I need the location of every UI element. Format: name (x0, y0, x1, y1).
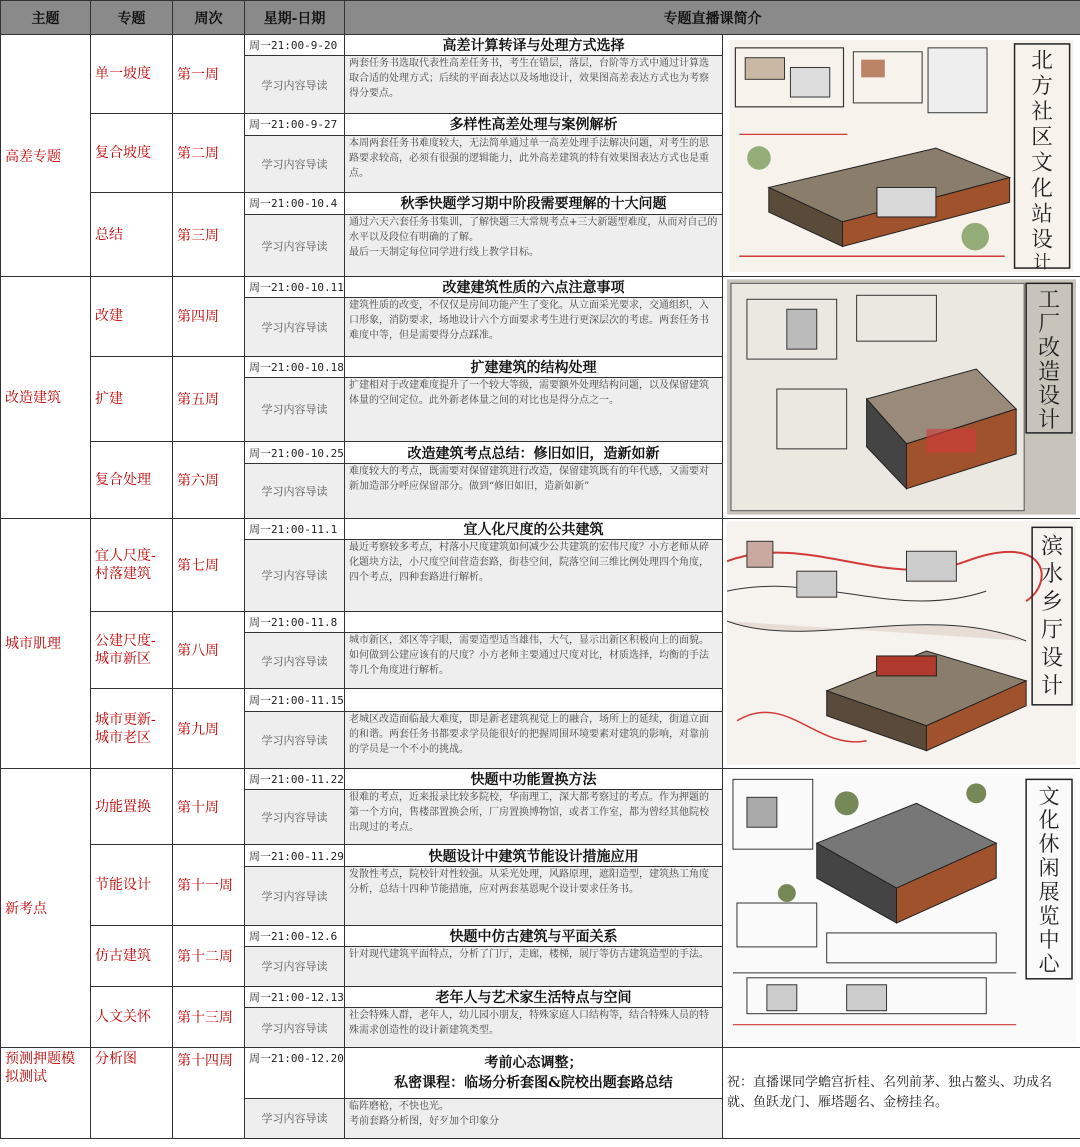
course-desc: 针对现代建筑平面特点，分析了门厅，走廊，楼梯，展厅等仿古建筑造型的手法。 (345, 946, 723, 986)
week-cell: 第十二周 (173, 925, 245, 986)
poster-title-char: 化 (1031, 175, 1053, 201)
course-title-block (345, 1048, 723, 1098)
topic-cell: 复合坡度 (91, 114, 173, 192)
theme-cell: 城市肌理 (1, 518, 91, 768)
course-desc: 社会特殊人群，老年人，幼儿园小朋友，特殊家庭人口结构等，结合特殊人员的特殊需求创造性的设计新建筑类型。 (345, 1008, 723, 1048)
header-theme: 主题 (1, 1, 91, 35)
week-cell: 第七周 (173, 518, 245, 612)
header-intro: 专题直播课简介 (345, 1, 1080, 35)
poster-title-char: 计 (1041, 674, 1064, 700)
course-desc: 最近考察较多考点，村落小尺度建筑如何减少公共建筑的宏伟尺度？小方老师从碎化题块方法，小尺度空间营造套路，街巷空间，院落空间三维比例处理四个角度，四个考点，四种套路进行解析。 (345, 539, 723, 611)
poster-title-char: 厂 (1038, 312, 1061, 338)
guide-label: 学习内容导读 (245, 633, 345, 689)
poster-title-vertical (1038, 289, 1060, 434)
guide-label: 学习内容导读 (245, 214, 345, 276)
week-cell: 第十一周 (173, 845, 245, 925)
date-cell: 周一21:00-10.25 (245, 442, 345, 464)
poster-title-char: 览 (1038, 904, 1060, 929)
poster-title-char: 滨 (1041, 534, 1064, 560)
topic-cell: 宜人尺度-村落建筑 (91, 518, 173, 612)
course-title: 多样性高差处理与案例解析 (345, 114, 723, 135)
week-cell: 第六周 (173, 442, 245, 518)
guide-label: 学习内容导读 (245, 1098, 345, 1138)
guide-label: 学习内容导读 (245, 464, 345, 518)
date-cell: 周一21:00-11.29 (245, 845, 345, 867)
week-cell: 第八周 (173, 612, 245, 689)
course-desc: 老城区改造面临最大难度，即是新老建筑视觉上的融合，场所上的延续，街道立面的和谐。两套任务书都要求学员能很好的把握周围环境要素对建筑的影响，对靠前的学员是一个不小的挑战。 (345, 711, 723, 768)
course-title: 改建建筑性质的六点注意事项 (345, 277, 723, 298)
poster-title-char: 区 (1031, 124, 1053, 150)
poster-title-char: 心 (1038, 951, 1060, 976)
course-title: 高差计算转译与处理方式选择 (345, 35, 723, 56)
poster-sketch-waterfront-hall (727, 521, 1076, 765)
date-cell: 周一21:00-11.15 (245, 689, 345, 711)
guide-label: 学习内容导读 (245, 539, 345, 611)
poster-title-char: 化 (1038, 808, 1060, 833)
poster-title-char: 水 (1041, 562, 1064, 588)
course-title: 宜人化尺度的公共建筑 (345, 518, 723, 539)
guide-label: 学习内容导读 (245, 1008, 345, 1048)
poster-title-char: 设 (1031, 227, 1053, 253)
course-desc: 通过六天六套任务书集训，了解快题三大常规考点+三大新题型难度，从而对自己的水平以及段位有明确的了解。 最后一天制定每位同学进行线上教学目标。 (345, 214, 723, 276)
date-cell: 周一21:00-11.8 (245, 612, 345, 633)
poster-title-vertical (1031, 48, 1053, 271)
theme-cell: 预测押题模拟测试 (1, 1048, 91, 1139)
poster-sketch-community-station (727, 40, 1076, 272)
week-cell: 第五周 (173, 356, 245, 441)
course-desc: 本周两套任务书难度较大，无法简单通过单一高差处理手法解决问题，对考生的思路要求较高，必须有很强的逻辑能力，此外高差建筑的特有效果图表达方式也是重点。 (345, 135, 723, 192)
topic-cell: 分析图 (91, 1048, 173, 1139)
date-cell: 周一21:00-10.11 (245, 277, 345, 298)
course-title: 考前心态调整； (484, 1054, 583, 1071)
poster-title-char: 休 (1038, 832, 1060, 857)
header-topic: 专题 (91, 1, 173, 35)
week-cell: 第三周 (173, 192, 245, 276)
blessing-note: 祝：直播课同学蟾宫折桂、名列前茅、独占鳌头、功成名就、鱼跃龙门、雁塔题名、金榜挂名。 (723, 1048, 1080, 1139)
poster-title-char: 造 (1038, 360, 1061, 386)
topic-cell: 功能置换 (91, 768, 173, 844)
topic-cell: 单一坡度 (91, 35, 173, 114)
header-week: 周次 (173, 1, 245, 35)
course-desc: 临阵磨枪，不快也光。 考前套路分析图，好歹加个印象分 (345, 1098, 723, 1138)
topic-cell: 节能设计 (91, 845, 173, 925)
date-cell: 周一21:00-10.4 (245, 192, 345, 214)
guide-label: 学习内容导读 (245, 867, 345, 925)
course-desc: 建筑性质的改变，不仅仅是房间功能产生了变化。从立面采光要求，交通组织，入口形象，消防要求，场地设计六个方面要求考生进行更深层次的考虑。两套任务书难度中等，但是需要得分点踩准。 (345, 298, 723, 356)
course-title: 快题中仿古建筑与平面关系 (345, 925, 723, 946)
poster-cell (723, 277, 1080, 518)
topic-cell: 仿古建筑 (91, 925, 173, 986)
week-cell: 第十四周 (173, 1048, 245, 1139)
date-cell: 周一21:00-9-20 (245, 35, 345, 56)
course-title-secondary: 私密课程：临场分析套图&院校出题套路总结 (394, 1074, 673, 1091)
week-cell: 第十周 (173, 768, 245, 844)
course-desc: 城市新区，郊区等字眼，需要造型适当雄伟，大气，显示出新区积极向上的面貌。如何做到公建应该有的尺度？小方老师主要通过尺度对比，材质选择，均衡的手法等几个角度进行解析。 (345, 633, 723, 689)
topic-cell: 扩建 (91, 356, 173, 441)
topic-cell: 人文关怀 (91, 986, 173, 1047)
poster-title-char: 闲 (1038, 856, 1060, 881)
poster-title-char: 展 (1038, 880, 1060, 905)
course-desc: 很难的考点，近来报录比较多院校，华南理工，深大都考察过的考点。作为押题的第一个方向，售楼部置换会所，厂房置换博物馆，或者工作室，都为曾经其他院校出现过的考点。 (345, 789, 723, 844)
week-cell: 第二周 (173, 114, 245, 192)
poster-sketch-factory-renovation (727, 279, 1076, 515)
date-cell: 周一21:00-12.6 (245, 925, 345, 946)
course-desc: 发散性考点，院校针对性较强。从采光处理，风路原理，遮阳造型，建筑热工角度分析，总结十四种节能措施，应对两套基恩呢个设计要求任务书。 (345, 867, 723, 925)
date-cell: 周一21:00-10.18 (245, 356, 345, 377)
week-cell: 第一周 (173, 35, 245, 114)
theme-cell: 高差专题 (1, 35, 91, 277)
poster-title-char: 厅 (1041, 618, 1064, 644)
week-cell: 第四周 (173, 277, 245, 356)
poster-cell (723, 35, 1080, 277)
poster-title-char: 文 (1031, 150, 1053, 176)
poster-title-char: 改 (1038, 336, 1061, 362)
guide-label: 学习内容导读 (245, 711, 345, 768)
poster-title-char: 计 (1038, 408, 1061, 434)
poster-title-char: 方 (1031, 73, 1053, 99)
course-title: 秋季快题学习期中阶段需要理解的十大问题 (345, 192, 723, 214)
poster-cell (723, 518, 1080, 768)
date-cell: 周一21:00-12.13 (245, 986, 345, 1007)
guide-label: 学习内容导读 (245, 377, 345, 441)
date-cell: 周一21:00-11.22 (245, 768, 345, 789)
week-cell: 第十三周 (173, 986, 245, 1047)
course-title (345, 689, 723, 711)
course-title: 扩建建筑的结构处理 (345, 356, 723, 377)
course-title (345, 612, 723, 633)
date-cell: 周一21:00-12.20 (245, 1048, 345, 1098)
theme-cell: 改造建筑 (1, 277, 91, 518)
poster-title-char: 文 (1038, 784, 1060, 809)
header-date: 星期-日期 (245, 1, 345, 35)
poster-cell (723, 768, 1080, 1047)
poster-title-char: 站 (1031, 201, 1053, 227)
course-title: 快题设计中建筑节能设计措施应用 (345, 845, 723, 867)
poster-title-char: 设 (1038, 384, 1061, 410)
course-desc: 难度较大的考点，既需要对保留建筑进行改造，保留建筑既有的年代感，又需要对新加造部分呼应保留部分。做到“修旧如旧，造新如新” (345, 464, 723, 518)
poster-title-char: 乡 (1041, 590, 1064, 616)
theme-cell: 新考点 (1, 768, 91, 1047)
guide-label: 学习内容导读 (245, 56, 345, 114)
poster-sketch-culture-center (727, 773, 1076, 1043)
course-title: 老年人与艺术家生活特点与空间 (345, 986, 723, 1007)
course-title: 改造建筑考点总结：修旧如旧，造新如新 (345, 442, 723, 464)
guide-label: 学习内容导读 (245, 789, 345, 844)
topic-cell: 总结 (91, 192, 173, 276)
week-cell: 第九周 (173, 689, 245, 768)
guide-label: 学习内容导读 (245, 946, 345, 986)
date-cell: 周一21:00-9-27 (245, 114, 345, 135)
topic-cell: 城市更新-城市老区 (91, 689, 173, 768)
poster-title-char: 工 (1038, 288, 1061, 314)
poster-title-vertical (1039, 784, 1061, 976)
poster-title-char: 设 (1041, 646, 1064, 672)
date-cell: 周一21:00-11.1 (245, 518, 345, 539)
poster-title-char: 中 (1038, 927, 1060, 952)
header-row (1, 1, 1080, 35)
course-desc: 扩建相对于改建难度提升了一个较大等级，需要额外处理结构问题，以及保留建筑体量的空间定位。此外新老体量之间的对比也是得分点之一。 (345, 377, 723, 441)
poster-title-char: 社 (1031, 99, 1053, 125)
topic-cell: 公建尺度-城市新区 (91, 612, 173, 689)
topic-cell: 改建 (91, 277, 173, 356)
poster-title-char: 北 (1031, 48, 1053, 74)
course-desc: 两套任务书选取代表性高差任务书，考生在错层，落层，台阶等方式中通过计算选取合适的处理方式；后续的平面表达以及场地设计，效果图高差表达方式也为考察得分要点。 (345, 56, 723, 114)
guide-label: 学习内容导读 (245, 135, 345, 192)
poster-title-char: 计 (1033, 252, 1051, 272)
topic-cell: 复合处理 (91, 442, 173, 518)
course-title: 快题中功能置换方法 (345, 768, 723, 789)
guide-label: 学习内容导读 (245, 298, 345, 356)
